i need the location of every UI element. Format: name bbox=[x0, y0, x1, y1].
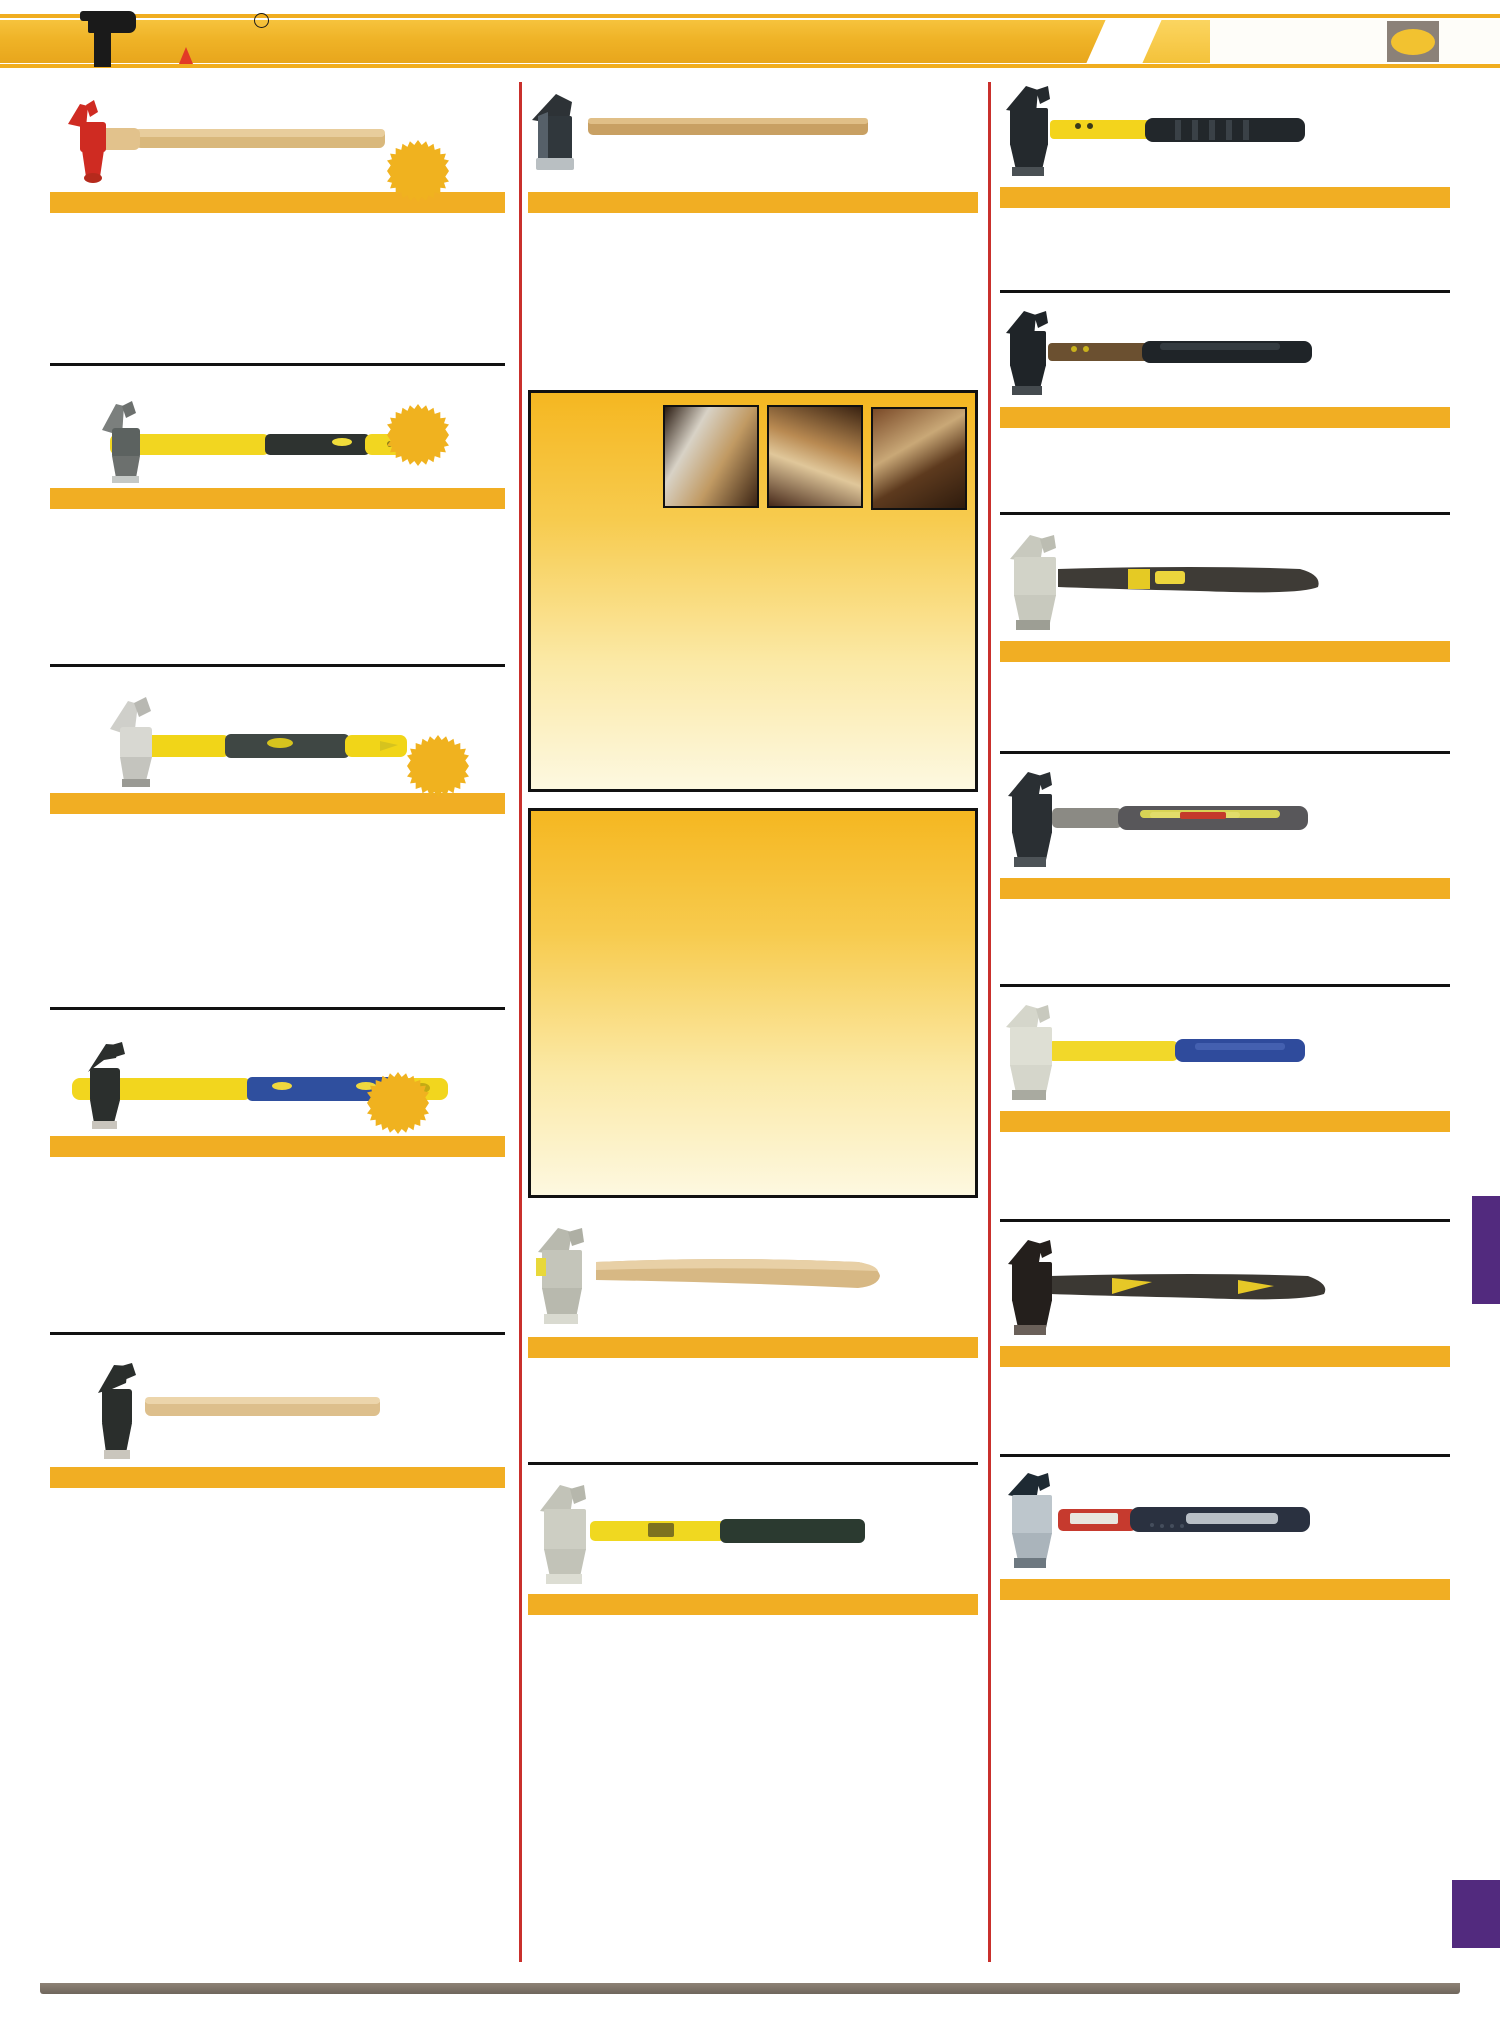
product-title bbox=[1000, 1226, 1450, 1236]
table-row bbox=[50, 867, 505, 880]
registered-trademark-icon bbox=[254, 13, 269, 28]
table-row bbox=[50, 562, 505, 575]
product-block bbox=[50, 1339, 505, 1569]
product-title bbox=[528, 1469, 978, 1479]
product-title bbox=[50, 671, 505, 681]
table-row bbox=[1000, 1369, 1450, 1382]
table-row bbox=[528, 241, 978, 254]
product-image bbox=[528, 1222, 978, 1337]
table-row bbox=[50, 1503, 505, 1516]
hammer-illustration-icon bbox=[1000, 1471, 1450, 1579]
table-row bbox=[528, 1630, 978, 1643]
product-block bbox=[1000, 991, 1450, 1209]
table-body bbox=[528, 1358, 978, 1386]
product-title bbox=[1000, 519, 1450, 529]
column-3 bbox=[1000, 72, 1450, 1676]
photo-sandpaper-face-icon bbox=[663, 405, 759, 508]
photo-wedge-nail-icon bbox=[767, 405, 863, 508]
hammer-illustration-icon bbox=[50, 1024, 505, 1136]
table-body bbox=[50, 1157, 505, 1261]
section-divider bbox=[1000, 984, 1450, 987]
table-row bbox=[528, 330, 978, 343]
table-row bbox=[50, 279, 505, 292]
product-image bbox=[1000, 1471, 1450, 1579]
table-row bbox=[528, 1617, 978, 1630]
hammer-illustration-icon bbox=[1000, 1001, 1450, 1111]
column-1 bbox=[50, 72, 505, 1569]
table-row bbox=[50, 1490, 505, 1503]
column-divider-left bbox=[519, 82, 522, 1962]
section-divider bbox=[50, 664, 505, 667]
spec-table bbox=[1000, 407, 1450, 456]
section-divider bbox=[1000, 1454, 1450, 1457]
column-2 bbox=[528, 72, 978, 1699]
product-block bbox=[528, 72, 978, 390]
spec-table bbox=[1000, 878, 1450, 927]
hammer-illustration-icon bbox=[1000, 307, 1450, 407]
spec-table bbox=[50, 793, 505, 918]
product-image bbox=[50, 1349, 505, 1467]
table-row bbox=[1000, 1615, 1450, 1628]
table-row bbox=[50, 1516, 505, 1529]
hammer-illustration-icon bbox=[1000, 768, 1450, 878]
product-title bbox=[528, 1212, 978, 1222]
table-row bbox=[1000, 443, 1450, 456]
table-header-row bbox=[1000, 187, 1450, 208]
table-row bbox=[528, 228, 978, 241]
table-row bbox=[50, 816, 505, 829]
table-body bbox=[1000, 662, 1450, 690]
brand-logo bbox=[58, 5, 258, 67]
table-row bbox=[528, 1360, 978, 1373]
hammer-illustration-icon bbox=[528, 1479, 978, 1594]
table-row bbox=[50, 829, 505, 842]
table-header-row bbox=[1000, 878, 1450, 899]
table-row bbox=[1000, 914, 1450, 927]
table-row bbox=[528, 215, 978, 228]
table-row bbox=[1000, 1147, 1450, 1160]
table-row bbox=[50, 1236, 505, 1249]
product-title bbox=[1000, 72, 1450, 82]
table-row bbox=[1000, 223, 1450, 236]
info-box-pull-nails bbox=[528, 390, 978, 792]
table-body bbox=[50, 1488, 505, 1541]
spec-table bbox=[528, 1337, 978, 1386]
table-header-row bbox=[50, 1136, 505, 1157]
product-image bbox=[50, 82, 505, 192]
table-body bbox=[528, 213, 978, 343]
section-divider bbox=[528, 1462, 978, 1465]
product-block bbox=[50, 370, 505, 642]
table-row bbox=[1000, 677, 1450, 690]
section-divider bbox=[1000, 290, 1450, 293]
table-header-row bbox=[50, 1467, 505, 1488]
table-body bbox=[50, 509, 505, 613]
table-row bbox=[50, 1223, 505, 1236]
table-row bbox=[528, 1373, 978, 1386]
product-block bbox=[1000, 1461, 1450, 1676]
table-row bbox=[50, 854, 505, 867]
table-row bbox=[50, 601, 505, 614]
product-title bbox=[50, 72, 505, 82]
table-body bbox=[1000, 1132, 1450, 1160]
table-row bbox=[50, 842, 505, 855]
italian-type-badge bbox=[387, 140, 449, 202]
table-body bbox=[1000, 428, 1450, 456]
table-row bbox=[50, 893, 505, 906]
product-title bbox=[528, 72, 978, 82]
section-tab-upper[interactable] bbox=[1472, 1196, 1500, 1304]
hammer-illustration-icon bbox=[50, 1349, 505, 1467]
table-row bbox=[50, 537, 505, 550]
table-row bbox=[50, 549, 505, 562]
table-body bbox=[50, 814, 505, 918]
info-box-body bbox=[531, 822, 975, 828]
product-block bbox=[528, 1469, 978, 1699]
table-row bbox=[528, 292, 978, 305]
hammer-illustration-icon bbox=[1000, 529, 1450, 641]
column-divider-right bbox=[988, 82, 991, 1962]
table-row bbox=[50, 575, 505, 588]
product-block bbox=[1000, 297, 1450, 502]
table-row bbox=[50, 1185, 505, 1198]
table-row bbox=[50, 215, 505, 228]
table-body bbox=[1000, 208, 1450, 236]
table-row bbox=[50, 1210, 505, 1223]
table-header-row bbox=[528, 192, 978, 213]
spec-table bbox=[50, 488, 505, 613]
section-tab-lower[interactable] bbox=[1452, 1880, 1500, 1948]
product-image bbox=[50, 380, 505, 488]
table-row bbox=[50, 524, 505, 537]
product-image bbox=[50, 681, 505, 793]
table-row bbox=[528, 317, 978, 330]
french-type-badge bbox=[367, 1072, 429, 1134]
table-body bbox=[1000, 1600, 1450, 1628]
info-box-title bbox=[531, 811, 975, 816]
page-header bbox=[0, 0, 1500, 72]
table-row bbox=[1000, 210, 1450, 223]
table-row bbox=[50, 1159, 505, 1172]
table-header-row bbox=[50, 192, 505, 213]
italian-type-badge bbox=[387, 404, 449, 466]
info-box-roofing-hammer bbox=[528, 808, 978, 1198]
table-row bbox=[50, 228, 505, 241]
info-box-body bbox=[531, 405, 975, 411]
product-title bbox=[50, 1339, 505, 1349]
section-divider bbox=[50, 363, 505, 366]
table-row bbox=[528, 279, 978, 292]
page-title bbox=[1128, 20, 1378, 63]
table-row bbox=[50, 266, 505, 279]
product-title bbox=[1000, 297, 1450, 307]
table-body bbox=[1000, 1367, 1450, 1395]
hammer-illustration-icon bbox=[1000, 82, 1450, 187]
page-number bbox=[1391, 29, 1435, 55]
product-block bbox=[50, 1014, 505, 1292]
table-header-row bbox=[1000, 407, 1450, 428]
table-row bbox=[50, 1172, 505, 1185]
hammer-illustration-icon bbox=[1000, 1236, 1450, 1346]
spec-table bbox=[50, 1467, 505, 1541]
table-row bbox=[50, 241, 505, 254]
table-body bbox=[50, 213, 505, 317]
product-block bbox=[528, 1212, 978, 1454]
product-block bbox=[1000, 758, 1450, 974]
logo-red-accent-icon bbox=[179, 47, 193, 64]
product-block bbox=[50, 72, 505, 337]
product-image bbox=[1000, 768, 1450, 878]
table-row bbox=[50, 305, 505, 318]
product-image bbox=[1000, 1236, 1450, 1346]
spec-table bbox=[1000, 641, 1450, 690]
table-row bbox=[528, 266, 978, 279]
hammer-illustration-icon bbox=[528, 1222, 978, 1337]
italian-type-badge bbox=[407, 735, 469, 797]
table-row bbox=[1000, 430, 1450, 443]
product-title bbox=[1000, 1461, 1450, 1471]
section-divider bbox=[1000, 751, 1450, 754]
table-row bbox=[528, 253, 978, 266]
product-block bbox=[1000, 519, 1450, 741]
product-image bbox=[1000, 82, 1450, 187]
logo-hammer-head-icon bbox=[88, 11, 136, 33]
product-block bbox=[1000, 1226, 1450, 1444]
product-title bbox=[1000, 991, 1450, 1001]
footer-bar bbox=[40, 1983, 1460, 1994]
spec-table bbox=[1000, 1346, 1450, 1395]
spec-table bbox=[1000, 1111, 1450, 1160]
table-row bbox=[1000, 1602, 1450, 1615]
spec-table bbox=[528, 1594, 978, 1643]
hammer-illustration-icon bbox=[528, 82, 978, 192]
table-row bbox=[1000, 1382, 1450, 1395]
spec-table bbox=[1000, 187, 1450, 236]
table-row bbox=[50, 253, 505, 266]
section-divider bbox=[50, 1332, 505, 1335]
section-divider bbox=[50, 1007, 505, 1010]
info-box-title bbox=[531, 393, 975, 399]
table-row bbox=[528, 305, 978, 318]
product-image bbox=[1000, 529, 1450, 641]
product-title bbox=[50, 370, 505, 380]
product-title bbox=[50, 1014, 505, 1024]
spec-table bbox=[528, 192, 978, 343]
product-image bbox=[528, 1479, 978, 1594]
table-header-row bbox=[528, 1594, 978, 1615]
spec-table bbox=[50, 192, 505, 317]
table-header-row bbox=[1000, 1346, 1450, 1367]
table-row bbox=[50, 1249, 505, 1262]
spec-table bbox=[50, 1136, 505, 1261]
table-row bbox=[1000, 1134, 1450, 1147]
table-header-row bbox=[50, 488, 505, 509]
table-row bbox=[50, 906, 505, 919]
table-row bbox=[50, 1197, 505, 1210]
table-header-row bbox=[1000, 1579, 1450, 1600]
product-image bbox=[50, 1024, 505, 1136]
product-image bbox=[528, 82, 978, 192]
table-header-row bbox=[50, 793, 505, 814]
product-image bbox=[1000, 307, 1450, 407]
product-title bbox=[1000, 758, 1450, 768]
table-row bbox=[50, 588, 505, 601]
section-divider bbox=[1000, 1219, 1450, 1222]
table-body bbox=[528, 1615, 978, 1643]
spec-table bbox=[1000, 1579, 1450, 1628]
table-row bbox=[50, 880, 505, 893]
section-divider bbox=[1000, 512, 1450, 515]
product-block bbox=[50, 671, 505, 971]
table-row bbox=[1000, 664, 1450, 677]
table-header-row bbox=[1000, 641, 1450, 662]
table-body bbox=[1000, 899, 1450, 927]
product-block bbox=[1000, 72, 1450, 280]
table-row bbox=[1000, 901, 1450, 914]
table-header-row bbox=[528, 1337, 978, 1358]
table-row bbox=[50, 292, 505, 305]
table-row bbox=[50, 511, 505, 524]
photo-pull-nail-block-icon bbox=[871, 407, 967, 510]
table-header-row bbox=[1000, 1111, 1450, 1132]
product-image bbox=[1000, 1001, 1450, 1111]
table-row bbox=[50, 1528, 505, 1541]
